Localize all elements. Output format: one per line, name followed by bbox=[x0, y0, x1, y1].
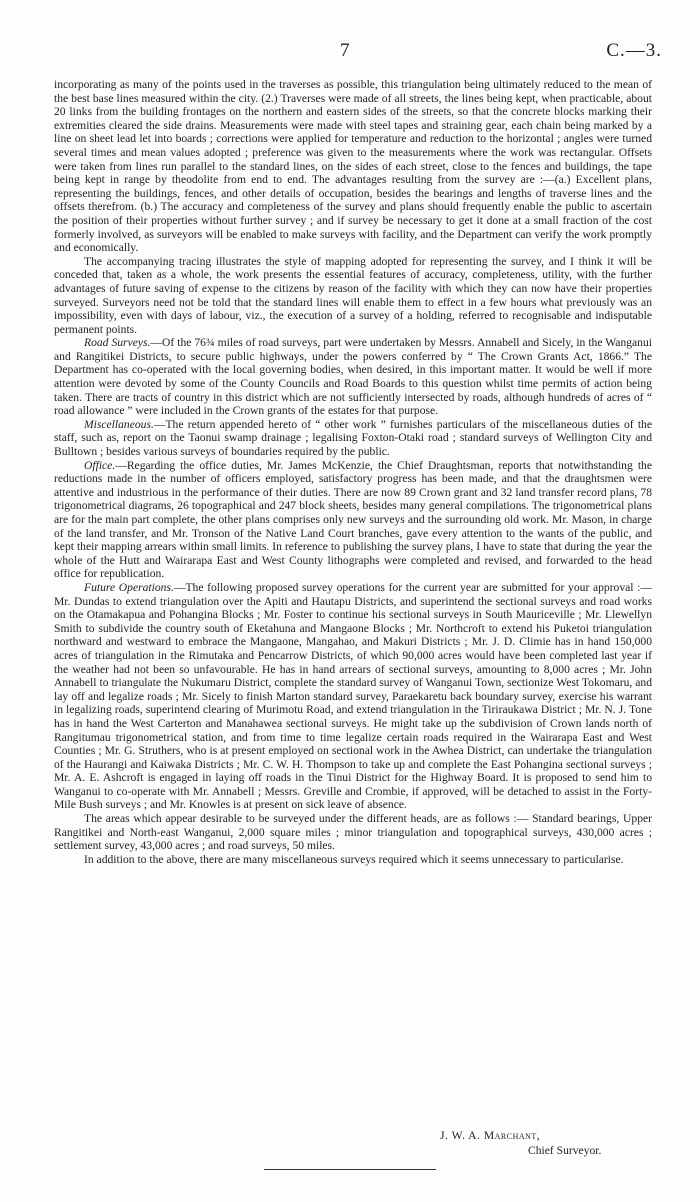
paragraph-text: —The following proposed survey operations for the current year are submitted for your approval :—Mr. Dundas to extend triangulation over the Apiti and Hautapu Districts, and superintend the sectional surveys and road works on the Otamakapua and Pohangina Blocks ; Mr. Foster to continue his sectional surveys in South Mauriceville ; Mr. Llewellyn Smith to subdivide the country south of Eketahuna and Mangaone Blocks ; Mr. Northcroft to extend his Puketoi triangulation northward and westward to embrace the Mangaone, Mangahao, and Makuri Districts ; Mr. J. D. Climie has in hand 150,000 acres of triangulation in the Rimutaka and Pencarrow Districts, of which 90,000 acres would have been completed last year if the weather had not been so unfavourable. He has in hand arrears of sectional surveys, amounting to 8,000 acres ; Mr. John Annabell to triangulate the Nukumaru District, complete the standard survey of Wanganui Town, sectionize West Tokomaru, and lay off and legalize roads ; Mr. Sicely to finish Marton standard survey, Paraekaretu back boundary survey, exercise his warrant in legalizing roads, superintend clearing of Murimotu Road, and extend triangulation in the Tiriraukawa District ; Mr. N. J. Tone has in hand the West Carterton and Manahawea sectional surveys. He might take up the subdivision of Crown lands north of Rangitumau trigonometrical station, and from time to time legalize certain roads required in the Wairarapa East and West Counties ; Mr. G. Struthers, who is at present employed on sectional work in the Awhea District, can undertake the triangulation of the Haurangi and Kaiwaka Districts ; Mr. C. W. H. Thompson to take up and complete the East Pohangina sectional surveys ; Mr. A. E. Ashcroft is engaged in laying off roads in the Tinui District for the Highway Board. It is proposed to send him to Wanganui to co-operate with Mr. Annabell ; Messrs. Greville and Crombie, if approved, will be detached to assist in the Forty-Mile Bush surveys ; and Mr. Knowles is at present on sick leave of absence. bbox=[54, 580, 652, 812]
paragraph-conclusion bbox=[54, 853, 652, 867]
paragraph-miscellaneous bbox=[54, 418, 652, 459]
paragraph-text: The areas which appear desirable to be surveyed under the different heads, are as follows :— Standard bearings, Upper Rangitikei and North-east Wanganui, 2,000 square miles ; minor triangulation and topographical surveys, 430,000 acres ; settlement survey, 43,000 acres ; and road surveys, 50 miles. bbox=[54, 812, 652, 853]
signature-block bbox=[0, 1129, 700, 1169]
paragraph-mapping-style bbox=[54, 255, 652, 337]
paragraph-text: incorporating as many of the points used in the traverses as possible, this triangulation being ultimately reduced to the mean of the best base lines measured within the city. (2.) Traverses were made of all streets, the lines being kept, when practicable, about 20 links from the building frontages on the northern and eastern sides of the streets, so that the concrete blocks marking their extremities cleared the side drains. Measurements were made with steel tapes and straining gear, each chain being marked by a line on sheet lead let into boards ; corrections were applied for temperature and reduction to the horizontal ; angles were turned several times and mean values adopted ; preference was given to the measurements where the work was rectangular. Offsets were taken from lines run parallel to the standard lines, on the sides of each street, close to the fences and buildings, the tape being kept in range by theodolite from end to end. The advantages resulting from the survey are :—(a.) Excellent plans, representing the buildings, fences, and other details of occupation, besides the bearings and lengths of traverse lines and the offsets therefrom. (b.) The accuracy and completeness of the survey and plans should frequently enable the public to ascertain the position of their properties without further survey ; and if survey be necessary to get it done at a small fraction of the cost formerly involved, as surveyors will be enabled to make surveys with facility, and the Department can verify the work promptly and economically. bbox=[54, 78, 652, 255]
section-heading: Miscellaneous. bbox=[84, 417, 154, 431]
signatory-surname: Marchant, bbox=[483, 1129, 541, 1142]
signatory-title: Chief Surveyor. bbox=[528, 1144, 602, 1157]
paragraph-text: —Regarding the office duties, Mr. James McKenzie, the Chief Draughtsman, reports that notwithstanding the reductions made in the number of officers employed, satisfactory progress has been made, and that the draughtsmen were attentive and industrious in the performance of their duties. There are now 89 Crown grant and 32 land transfer record plans, 78 trigonometrical diagrams, 26 topographical and 247 block sheets, besides many general compilations. The trigonometrical plans are for the main part complete, the other plans comprises only new surveys and the surrounding old work. Mr. Mason, in charge of the land transfer, and Mr. Tronson of the Native Land Court branches, gave every attention to the wants of the public, and kept their mapping arrears within small limits. In reference to publishing the survey plans, I have to state that during the year the whole of the Hutt and Wairarapa East and West County lithographs were completed and revised, and forwarded to the head office for republication. bbox=[54, 458, 652, 581]
section-heading: Office. bbox=[84, 458, 116, 472]
paragraph-text: —Of the 76¾ miles of road surveys, part were undertaken by Messrs. Annabell and Sicely, in the Wanganui and Rangitikei Districts, to secure public highways, under the powers conferred by “ The Crown Grants Act, 1866.” The Department has co-operated with the local governing bodies, when desired, in this important matter. It would be well if more attention were devoted by some of the County Councils and Road Boards to this question whilst time permits of action being taken. There are tracts of country in this district which are not sufficiently intersected by roads, although hundreds of acres of “ road allowance ” were included in the Crown grants of the estates for that purpose. bbox=[54, 336, 652, 418]
section-heading: Road Surveys. bbox=[84, 336, 151, 350]
page-number: 7 bbox=[340, 40, 350, 61]
signatory-initials: J. W. A. bbox=[440, 1129, 484, 1142]
paragraph-office bbox=[54, 459, 652, 581]
paragraph-future-operations bbox=[54, 581, 652, 812]
paragraph-text: The accompanying tracing illustrates the style of mapping adopted for representing the survey, and I think it will be conceded that, taken as a whole, the work presents the essential features of accuracy, completeness, utility, with the further advantages of future saving of expense to the citizens by reason of the facility with which they can now have their properties surveyed. Surveyors need not be told that the standard lines will enable them to effect in a few hours what previously was an impossibility, even with days of labour, viz., the execution of a survey of a holding, referred to recognisable and indisputable permanent points. bbox=[54, 254, 652, 336]
paragraph-survey-advantages bbox=[54, 78, 652, 255]
signatory-name bbox=[440, 1129, 540, 1142]
paragraph-text: —The return appended hereto of “ other work ” furnishes particulars of the miscellaneous duties of the staff, such as, report on the Taonui swamp drainage ; legalising Foxton-Otaki road ; standard surveys of Wellington City and Bulltown ; besides various surveys of boundaries required by the public. bbox=[54, 417, 652, 459]
paragraph-text: In addition to the above, there are many miscellaneous surveys required which it seems unnecessary to particularise. bbox=[84, 852, 624, 866]
paragraph-areas bbox=[54, 812, 652, 853]
document-reference: C.—3. bbox=[606, 40, 662, 61]
page-header bbox=[0, 40, 700, 68]
paragraph-road-surveys bbox=[54, 336, 652, 418]
closing-rule bbox=[264, 1169, 436, 1170]
section-heading: Future Operations. bbox=[84, 580, 174, 594]
report-body bbox=[54, 78, 652, 866]
